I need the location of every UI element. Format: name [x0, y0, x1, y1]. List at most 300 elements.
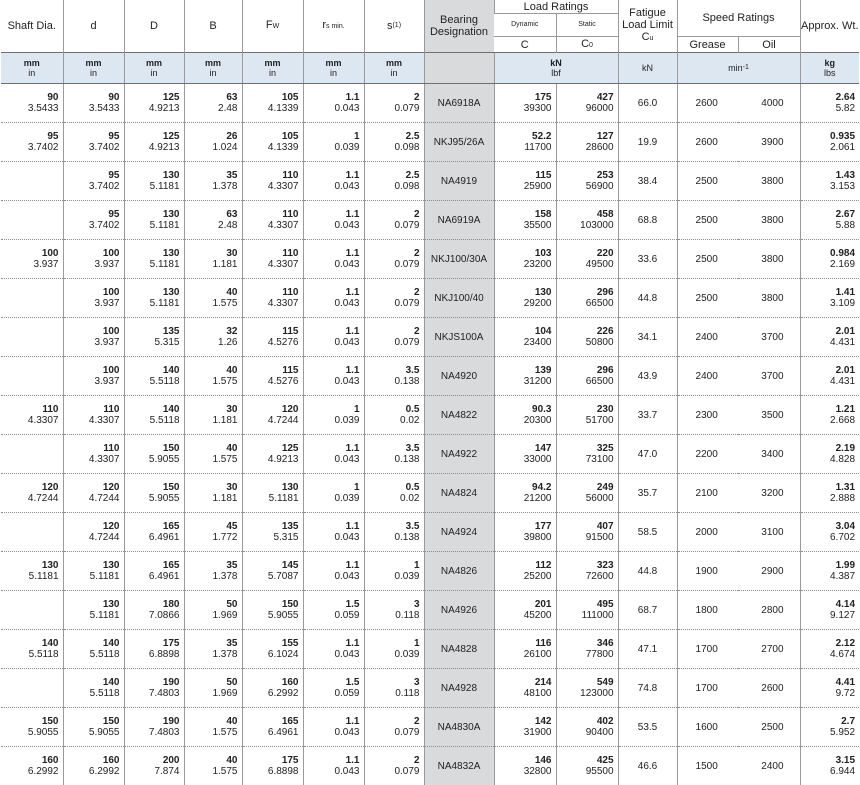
c0-cell: 220 49500 [556, 240, 618, 279]
weight-cell: 2.7 5.952 [800, 708, 859, 747]
header-speed-ratings: Speed Ratings [677, 0, 800, 37]
big-d-cell: 165 6.4961 [124, 513, 184, 552]
designation-cell: NA4824 [424, 474, 494, 513]
rs-cell: 1 0.039 [303, 474, 364, 513]
designation-cell: NKJ100/30A [424, 240, 494, 279]
fw-cell: 165 6.4961 [242, 708, 303, 747]
big-d-cell: 135 5.315 [124, 318, 184, 357]
header-load-ratings: Load Ratings [494, 0, 618, 14]
cu-cell: 68.8 [618, 201, 677, 240]
grease-cell: 2600 [677, 123, 738, 162]
header-c0 [556, 37, 618, 53]
c-cell: 147 33000 [494, 435, 556, 474]
unit-speed: $\min^{-1}$ [677, 53, 800, 84]
c0-cell: 249 56000 [556, 474, 618, 513]
cu-cell: 53.5 [618, 708, 677, 747]
b-cell: 30 1.181 [184, 240, 242, 279]
shaft-cell [1, 591, 63, 630]
big-d-cell: 180 7.0866 [124, 591, 184, 630]
rs-cell: 1.1 0.043 [303, 747, 364, 785]
c-cell: 142 31900 [494, 708, 556, 747]
b-cell: 35 1.378 [184, 630, 242, 669]
c-cell: 116 26100 [494, 630, 556, 669]
grease-cell: 2300 [677, 396, 738, 435]
designation-cell: NA4926 [424, 591, 494, 630]
header-c0-sub: 0 [589, 42, 593, 49]
fw-cell: 135 5.315 [242, 513, 303, 552]
header-rs [303, 0, 364, 53]
c0-cell: 323 72600 [556, 552, 618, 591]
cu-cell: 47.1 [618, 630, 677, 669]
c0-cell: 127 28600 [556, 123, 618, 162]
grease-cell: 2500 [677, 240, 738, 279]
d-cell: 100 3.937 [63, 279, 124, 318]
c-cell: 90.3 20300 [494, 396, 556, 435]
designation-cell: NA4830A [424, 708, 494, 747]
table-row [1, 708, 859, 747]
c-cell: 146 32800 [494, 747, 556, 785]
oil-cell: 3900 [738, 123, 800, 162]
fw-cell: 125 4.9213 [242, 435, 303, 474]
table-row [1, 591, 859, 630]
c-cell: 115 25900 [494, 162, 556, 201]
shaft-cell [1, 279, 63, 318]
rs-cell: 1.1 0.043 [303, 279, 364, 318]
grease-cell: 2500 [677, 162, 738, 201]
rs-cell: 1.5 0.059 [303, 669, 364, 708]
header-fw-sub: W [273, 23, 280, 30]
s-cell: 2 0.079 [364, 201, 424, 240]
rs-cell: 1.1 0.043 [303, 84, 364, 123]
b-cell: 32 1.26 [184, 318, 242, 357]
unit-weight: kg lbs [800, 53, 859, 84]
weight-cell: 1.21 2.668 [800, 396, 859, 435]
d-cell: 130 5.1181 [63, 552, 124, 591]
header-s-sup: (1) [392, 22, 401, 29]
grease-cell: 2600 [677, 84, 738, 123]
cu-cell: 38.4 [618, 162, 677, 201]
designation-cell: NA4924 [424, 513, 494, 552]
fw-cell: 115 4.5276 [242, 318, 303, 357]
rs-cell: 1.1 0.043 [303, 201, 364, 240]
fw-cell: 105 4.1339 [242, 84, 303, 123]
oil-cell: 2600 [738, 669, 800, 708]
grease-cell: 2500 [677, 279, 738, 318]
rs-cell: 1.1 0.043 [303, 318, 364, 357]
table-row [1, 747, 859, 785]
big-d-cell: 125 4.9213 [124, 84, 184, 123]
grease-cell: 1700 [677, 630, 738, 669]
header-big-d: D [124, 0, 184, 53]
b-cell: 40 1.575 [184, 357, 242, 396]
units-row [1, 53, 859, 84]
unit-d: mm in [63, 53, 124, 84]
fw-cell: 110 4.3307 [242, 240, 303, 279]
weight-cell: 1.99 4.387 [800, 552, 859, 591]
table-row [1, 84, 859, 123]
oil-cell: 3800 [738, 240, 800, 279]
weight-cell: 0.984 2.169 [800, 240, 859, 279]
unit-designation [424, 53, 494, 84]
fw-cell: 115 4.5276 [242, 357, 303, 396]
c-cell: 52.2 11700 [494, 123, 556, 162]
header-fw-main: F [266, 19, 273, 31]
b-cell: 30 1.181 [184, 396, 242, 435]
weight-cell: 1.43 3.153 [800, 162, 859, 201]
cu-cell: 44.8 [618, 279, 677, 318]
designation-cell: NA4828 [424, 630, 494, 669]
rs-cell: 1.1 0.043 [303, 708, 364, 747]
b-cell: 40 1.575 [184, 279, 242, 318]
table-row [1, 162, 859, 201]
b-cell: 45 1.772 [184, 513, 242, 552]
s-cell: 0.5 0.02 [364, 474, 424, 513]
oil-cell: 2800 [738, 591, 800, 630]
shaft-cell: 120 4.7244 [1, 474, 63, 513]
s-cell: 2.5 0.098 [364, 162, 424, 201]
s-cell: 0.5 0.02 [364, 396, 424, 435]
b-cell: 35 1.378 [184, 162, 242, 201]
grease-cell: 1800 [677, 591, 738, 630]
s-cell: 3 0.118 [364, 591, 424, 630]
c-cell: 139 31200 [494, 357, 556, 396]
d-cell: 160 6.2992 [63, 747, 124, 785]
table-row [1, 357, 859, 396]
header-dynamic: Dynamic [494, 14, 556, 37]
designation-cell: NA6918A [424, 84, 494, 123]
shaft-cell [1, 318, 63, 357]
bearing-table [1, 0, 859, 785]
designation-cell: NA4920 [424, 357, 494, 396]
c0-cell: 458 103000 [556, 201, 618, 240]
unit-fw: mm in [242, 53, 303, 84]
d-cell: 100 3.937 [63, 318, 124, 357]
s-cell: 3.5 0.138 [364, 357, 424, 396]
c-cell: 112 25200 [494, 552, 556, 591]
rs-cell: 1.1 0.043 [303, 630, 364, 669]
s-cell: 2 0.079 [364, 84, 424, 123]
header-designation: Bearing Designation [424, 0, 494, 53]
header-fw [242, 0, 303, 53]
oil-cell: 2700 [738, 630, 800, 669]
weight-cell: 2.01 4.431 [800, 357, 859, 396]
oil-cell: 3800 [738, 162, 800, 201]
table-row [1, 552, 859, 591]
oil-cell: 2500 [738, 708, 800, 747]
table-row [1, 513, 859, 552]
d-cell: 100 3.937 [63, 240, 124, 279]
weight-cell: 2.19 4.828 [800, 435, 859, 474]
c0-cell: 253 56900 [556, 162, 618, 201]
weight-cell: 1.31 2.888 [800, 474, 859, 513]
unit-big-d: mm in [124, 53, 184, 84]
shaft-cell [1, 669, 63, 708]
weight-cell: 3.04 6.702 [800, 513, 859, 552]
fw-cell: 175 6.8898 [242, 747, 303, 785]
designation-cell: NA4919 [424, 162, 494, 201]
shaft-cell: 100 3.937 [1, 240, 63, 279]
designation-cell: NKJS100A [424, 318, 494, 357]
grease-cell: 1500 [677, 747, 738, 785]
header-c0-main: C [581, 38, 589, 50]
oil-cell: 4000 [738, 84, 800, 123]
shaft-cell [1, 162, 63, 201]
cu-cell: 33.7 [618, 396, 677, 435]
s-cell: 2 0.079 [364, 318, 424, 357]
grease-cell: 2400 [677, 357, 738, 396]
b-cell: 40 1.575 [184, 435, 242, 474]
big-d-cell: 140 5.5118 [124, 396, 184, 435]
oil-cell: 2400 [738, 747, 800, 785]
fw-cell: 110 4.3307 [242, 279, 303, 318]
d-cell: 95 3.7402 [63, 201, 124, 240]
d-cell: 120 4.7244 [63, 513, 124, 552]
fw-cell: 110 4.3307 [242, 162, 303, 201]
weight-cell: 3.15 6.944 [800, 747, 859, 785]
oil-cell: 2900 [738, 552, 800, 591]
table-row [1, 630, 859, 669]
designation-cell: NKJ100/40 [424, 279, 494, 318]
fw-cell: 110 4.3307 [242, 201, 303, 240]
oil-cell: 3800 [738, 201, 800, 240]
header-oil: Oil [738, 37, 800, 53]
oil-cell: 3500 [738, 396, 800, 435]
cu-cell: 47.0 [618, 435, 677, 474]
c-cell: 177 39800 [494, 513, 556, 552]
grease-cell: 2400 [677, 318, 738, 357]
big-d-cell: 190 7.4803 [124, 669, 184, 708]
d-cell: 95 3.7402 [63, 123, 124, 162]
table-row [1, 240, 859, 279]
d-cell: 150 5.9055 [63, 708, 124, 747]
oil-cell: 3800 [738, 279, 800, 318]
b-cell: 50 1.969 [184, 669, 242, 708]
d-cell: 95 3.7402 [63, 162, 124, 201]
b-cell: 35 1.378 [184, 552, 242, 591]
table-body [1, 84, 859, 785]
fw-cell: 105 4.1339 [242, 123, 303, 162]
fw-cell: 130 5.1181 [242, 474, 303, 513]
shaft-cell [1, 201, 63, 240]
header-approx-wt: Approx. Wt. [800, 0, 859, 53]
grease-cell: 2000 [677, 513, 738, 552]
weight-cell: 2.12 4.674 [800, 630, 859, 669]
weight-cell: 2.67 5.88 [800, 201, 859, 240]
table-row [1, 201, 859, 240]
rs-cell: 1.1 0.043 [303, 240, 364, 279]
unit-fatigue: kN [618, 53, 677, 84]
table-header [1, 0, 859, 84]
cu-cell: 35.7 [618, 474, 677, 513]
big-d-cell: 175 6.8898 [124, 630, 184, 669]
b-cell: 50 1.969 [184, 591, 242, 630]
grease-cell: 2200 [677, 435, 738, 474]
header-s [364, 0, 424, 53]
fw-cell: 160 6.2992 [242, 669, 303, 708]
grease-cell: 2500 [677, 201, 738, 240]
cu-cell: 46.6 [618, 747, 677, 785]
big-d-cell: 125 4.9213 [124, 123, 184, 162]
c0-cell: 296 66500 [556, 357, 618, 396]
d-cell: 100 3.937 [63, 357, 124, 396]
header-b: B [184, 0, 242, 53]
cu-cell: 33.6 [618, 240, 677, 279]
oil-cell: 3400 [738, 435, 800, 474]
c0-cell: 495 111000 [556, 591, 618, 630]
c-cell: 104 23400 [494, 318, 556, 357]
table-row [1, 279, 859, 318]
table-row [1, 474, 859, 513]
s-cell: 3.5 0.138 [364, 435, 424, 474]
d-cell: 110 4.3307 [63, 396, 124, 435]
unit-b: mm in [184, 53, 242, 84]
table-row [1, 123, 859, 162]
big-d-cell: 130 5.1181 [124, 201, 184, 240]
designation-cell: NA4822 [424, 396, 494, 435]
b-cell: 26 1.024 [184, 123, 242, 162]
shaft-cell: 140 5.5118 [1, 630, 63, 669]
designation-cell: NA4832A [424, 747, 494, 785]
d-cell: 140 5.5118 [63, 669, 124, 708]
header-grease: Grease [677, 37, 738, 53]
c-cell: 201 45200 [494, 591, 556, 630]
oil-cell: 3100 [738, 513, 800, 552]
c0-cell: 402 90400 [556, 708, 618, 747]
weight-cell: 2.01 4.431 [800, 318, 859, 357]
shaft-cell: 110 4.3307 [1, 396, 63, 435]
cu-cell: 44.8 [618, 552, 677, 591]
shaft-cell [1, 513, 63, 552]
big-d-cell: 165 6.4961 [124, 552, 184, 591]
c-cell: 103 23200 [494, 240, 556, 279]
cu-cell: 34.1 [618, 318, 677, 357]
cu-cell: 74.8 [618, 669, 677, 708]
shaft-cell: 150 5.9055 [1, 708, 63, 747]
table-row [1, 318, 859, 357]
c-cell: 214 48100 [494, 669, 556, 708]
b-cell: 40 1.575 [184, 747, 242, 785]
s-cell: 2 0.079 [364, 240, 424, 279]
c0-cell: 427 96000 [556, 84, 618, 123]
header-fatigue [618, 0, 677, 53]
s-cell: 1 0.039 [364, 630, 424, 669]
cu-cell: 19.9 [618, 123, 677, 162]
header-shaft: Shaft Dia. [1, 0, 63, 53]
weight-cell: 4.41 9.72 [800, 669, 859, 708]
table-row [1, 669, 859, 708]
rs-cell: 1 0.039 [303, 123, 364, 162]
big-d-cell: 150 5.9055 [124, 474, 184, 513]
rs-cell: 1.1 0.043 [303, 162, 364, 201]
c0-cell: 296 66500 [556, 279, 618, 318]
designation-cell: NA6919A [424, 201, 494, 240]
shaft-cell [1, 357, 63, 396]
big-d-cell: 130 5.1181 [124, 279, 184, 318]
big-d-cell: 200 7.874 [124, 747, 184, 785]
b-cell: 63 2.48 [184, 84, 242, 123]
grease-cell: 1600 [677, 708, 738, 747]
weight-cell: 0.935 2.061 [800, 123, 859, 162]
s-cell: 3.5 0.138 [364, 513, 424, 552]
designation-cell: NA4922 [424, 435, 494, 474]
designation-cell: NKJ95/26A [424, 123, 494, 162]
rs-cell: 1.1 0.043 [303, 357, 364, 396]
shaft-cell: 90 3.5433 [1, 84, 63, 123]
fw-cell: 145 5.7087 [242, 552, 303, 591]
c0-cell: 549 123000 [556, 669, 618, 708]
c-cell: 175 39300 [494, 84, 556, 123]
d-cell: 90 3.5433 [63, 84, 124, 123]
d-cell: 140 5.5118 [63, 630, 124, 669]
rs-cell: 1 0.039 [303, 396, 364, 435]
header-d: d [63, 0, 124, 53]
table-row [1, 435, 859, 474]
big-d-cell: 150 5.9055 [124, 435, 184, 474]
b-cell: 40 1.575 [184, 708, 242, 747]
header-fatigue-label: Fatigue Load Limit [622, 7, 673, 31]
b-cell: 63 2.48 [184, 201, 242, 240]
shaft-cell: 130 5.1181 [1, 552, 63, 591]
shaft-cell: 160 6.2992 [1, 747, 63, 785]
cu-cell: 58.5 [618, 513, 677, 552]
header-rs-main: r [322, 19, 326, 31]
oil-cell: 3700 [738, 318, 800, 357]
big-d-cell: 140 5.5118 [124, 357, 184, 396]
d-cell: 110 4.3307 [63, 435, 124, 474]
rs-cell: 1.5 0.059 [303, 591, 364, 630]
c0-cell: 425 95500 [556, 747, 618, 785]
fw-cell: 150 5.9055 [242, 591, 303, 630]
d-cell: 120 4.7244 [63, 474, 124, 513]
weight-cell: 1.41 3.109 [800, 279, 859, 318]
c0-cell: 325 73100 [556, 435, 618, 474]
s-cell: 1 0.039 [364, 552, 424, 591]
s-cell: 2 0.079 [364, 708, 424, 747]
unit-shaft: mm in [1, 53, 63, 84]
c-cell: 94.2 21200 [494, 474, 556, 513]
d-cell: 130 5.1181 [63, 591, 124, 630]
grease-cell: 1700 [677, 669, 738, 708]
rs-cell: 1.1 0.043 [303, 513, 364, 552]
designation-cell: NA4826 [424, 552, 494, 591]
table-row [1, 396, 859, 435]
weight-cell: 2.64 5.82 [800, 84, 859, 123]
big-d-cell: 130 5.1181 [124, 162, 184, 201]
header-s-main: s [387, 20, 393, 32]
c0-cell: 346 77800 [556, 630, 618, 669]
shaft-cell [1, 435, 63, 474]
header-cu-sub: u [650, 35, 654, 42]
c-cell: 130 29200 [494, 279, 556, 318]
designation-cell: NA4928 [424, 669, 494, 708]
c0-cell: 226 50800 [556, 318, 618, 357]
unit-load: kN lbf [494, 53, 618, 84]
c0-cell: 230 51700 [556, 396, 618, 435]
rs-cell: 1.1 0.043 [303, 435, 364, 474]
b-cell: 30 1.181 [184, 474, 242, 513]
c-cell: 158 35500 [494, 201, 556, 240]
big-d-cell: 130 5.1181 [124, 240, 184, 279]
s-cell: 2 0.079 [364, 747, 424, 785]
shaft-cell: 95 3.7402 [1, 123, 63, 162]
cu-cell: 66.0 [618, 84, 677, 123]
rs-cell: 1.1 0.043 [303, 552, 364, 591]
s-cell: 2 0.079 [364, 279, 424, 318]
weight-cell: 4.14 9.127 [800, 591, 859, 630]
header-c: C [494, 37, 556, 53]
cu-cell: 43.9 [618, 357, 677, 396]
fw-cell: 120 4.7244 [242, 396, 303, 435]
